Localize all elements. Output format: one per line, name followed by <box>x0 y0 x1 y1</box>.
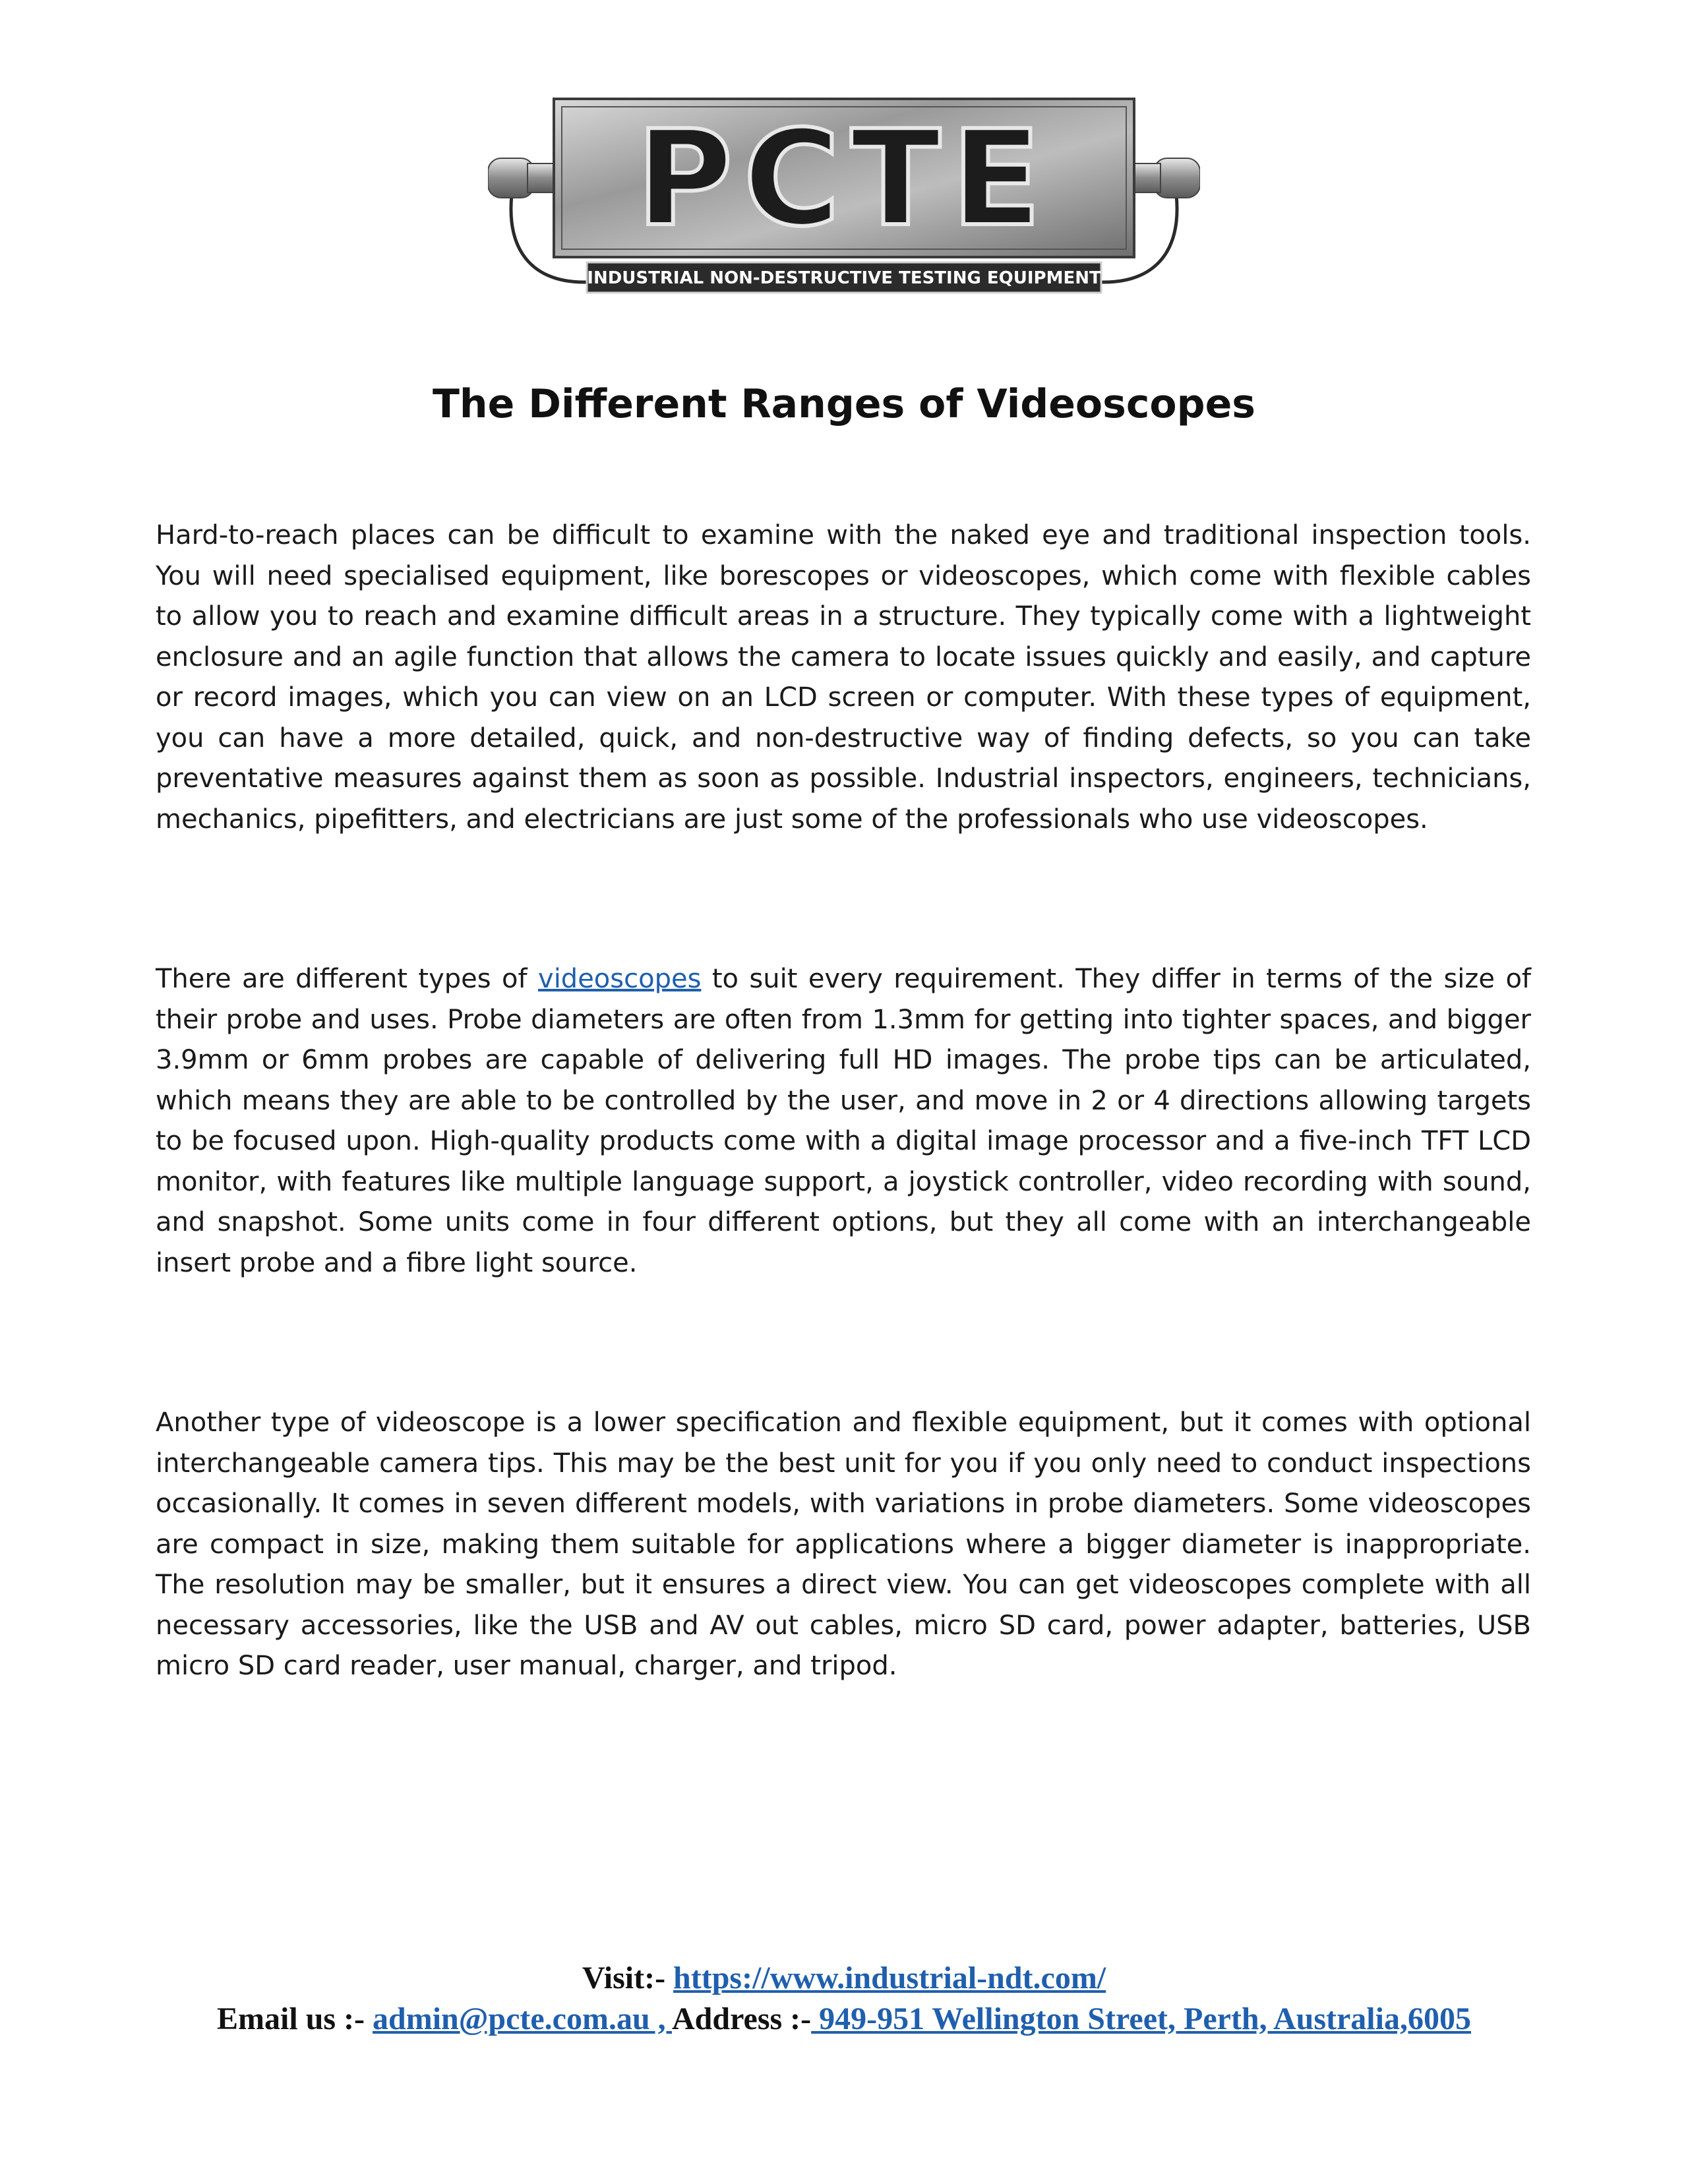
visit-label: Visit:- <box>582 1961 674 1995</box>
videoscopes-link[interactable]: videoscopes <box>538 964 702 994</box>
logo-wordmark: PCTE <box>636 102 1052 256</box>
address-label: Address :- <box>672 2001 812 2036</box>
footer <box>0 1958 1688 2040</box>
pcte-logo <box>488 92 1200 297</box>
address-link[interactable]: 949-951 Wellington Street, Perth, Australia,6005 <box>811 2001 1471 2036</box>
email-label: Email us :- <box>217 2001 373 2036</box>
website-link[interactable]: https://www.industrial-ndt.com/ <box>673 1961 1106 1995</box>
email-link[interactable]: admin@pcte.com.au , <box>373 2001 673 2036</box>
paragraph-types-start: There are different types of <box>156 964 539 994</box>
paragraph-types <box>156 959 1531 1284</box>
logo-tagline: INDUSTRIAL NON-DESTRUCTIVE TESTING EQUIPMENT <box>587 268 1101 288</box>
paragraph-lower-spec: Another type of videoscope is a lower specification and flexible equipment, but it comes with optional interchangeable camera tips. This may be the best unit for you if you only need to conduct inspections occasionally. It comes in seven different models, with variations in probe diameters. Some videoscopes are compact in size, making them suitable for applications where a bigger diameter is inappropriate. The resolution may be smaller, but it ensures a direct view. You can get videoscopes complete with all necessary accessories, like the USB and AV out cables, micro SD card, power adapter, batteries, USB micro SD card reader, user manual, charger, and tripod. <box>156 1407 1531 1681</box>
page-title: The Different Ranges of Videoscopes <box>433 381 1255 427</box>
footer-contact-line <box>0 1999 1688 2040</box>
paragraph-intro: Hard-to-reach places can be difficult to examine with the naked eye and traditional inspection tools. You will need specialised equipment, like borescopes or videoscopes, which come with flexible cables to allow you to reach and examine difficult areas in a structure. They typically come with a lightweight enclosure and an agile function that allows the camera to locate issues quickly and easily, and capture or record images, which you can view on an LCD screen or computer. With these types of equipment, you can have a more detailed, quick, and non-destructive way of finding defects, so you can take preventative measures against them as soon as possible. Industrial inspectors, engineers, technicians, mechanics, pipefitters, and electricians are just some of the professionals who use videoscopes. <box>156 520 1531 835</box>
paragraph-types-rest: to suit every requirement. They differ in terms of the size of their probe and uses. Probe diameters are often from 1.3mm for getting into tighter spaces, and bigger 3.9mm or 6mm probes are capable of delivering full HD images. The probe tips can be articulated, which means they are able to be controlled by the user, and move in 2 or 4 directions allowing targets to be focused upon. High-quality products come with a digital image processor and a five-inch TFT LCD monitor, with features like multiple language support, a joystick controller, video recording with sound, and snapshot. Some units come in four different options, but they all come with an interchangeable insert probe and a fibre light source. <box>156 964 1531 1278</box>
footer-visit-line <box>0 1958 1688 1999</box>
